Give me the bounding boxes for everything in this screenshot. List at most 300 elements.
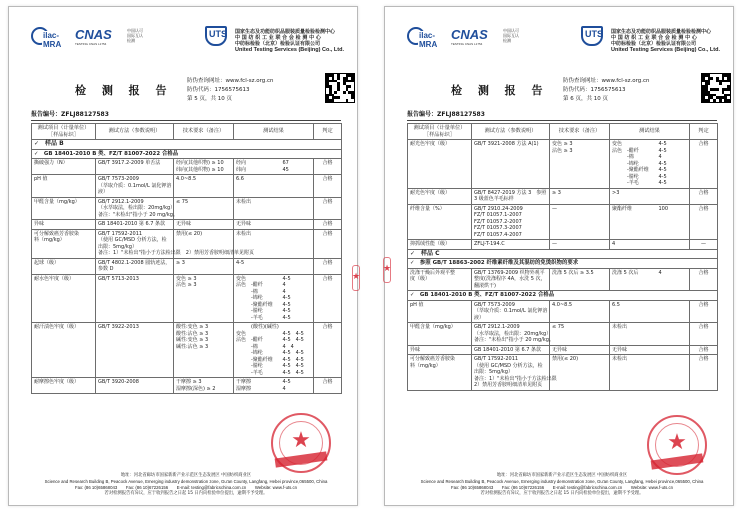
verdict: 合格 (690, 323, 718, 346)
requirement: ≥ 3 (176, 259, 185, 266)
result-list (612, 324, 687, 331)
requirement: 碱性:变色 ≥ 3 (176, 337, 209, 343)
anti-fake-code: 防伪代码：1756575613 (187, 87, 250, 93)
result-line (612, 206, 687, 213)
test-method: GB/T 3920-2008 (98, 379, 139, 385)
requirement: 变色 ≥ 3 (552, 141, 573, 147)
result-line (612, 356, 687, 363)
table-row (32, 159, 342, 175)
sample-label: ✓ 样品 C (408, 249, 718, 259)
result-key: -羊毛 (236, 369, 263, 376)
uts-logo: UTS (581, 26, 607, 46)
test-method: （水萃取法，检出限：20mg/kg） (98, 205, 176, 211)
requirement: 干摩擦 ≥ 3 (176, 379, 202, 385)
test-method-cell (472, 300, 550, 323)
verdict: 合格 (690, 268, 718, 291)
requirement: 酸性:变色 ≥ 3 (176, 324, 209, 330)
result-value: 4 (282, 282, 286, 288)
result-cell (234, 175, 314, 198)
result-line (236, 199, 311, 206)
test-method: GB 18401-2010 第 6.7 条款 (474, 346, 542, 353)
sample-section-row (408, 249, 718, 259)
qr-module (727, 99, 730, 102)
result-cell (610, 240, 690, 250)
result-key: -棉 (612, 154, 634, 160)
result-key: 未检出 (612, 356, 628, 362)
result-cell (610, 188, 690, 204)
test-method-cell (472, 345, 550, 355)
report-number: 报告编号：ZFLJ88127583 (31, 111, 109, 118)
test-method: 备注："未检出"指小于 20 mg/kg。 (474, 337, 554, 343)
test-item-cell (408, 204, 472, 240)
requirement-cell (550, 204, 610, 240)
result-key: 6.6 (236, 176, 244, 182)
qr-module (727, 88, 730, 91)
result-key: -腈纶 (236, 308, 263, 314)
requirement: 湿摩擦(深色) ≥ 2 (176, 385, 216, 392)
result-key: -锦纶 (236, 350, 263, 356)
cnas-chinese-text: 中国认可 国际互认 检测 (127, 28, 143, 43)
test-method: GB/T 7573-2009 (474, 301, 515, 308)
result-cell (234, 378, 314, 394)
standard-label: ✓ GB 18401-2010 B 类、FZ/T 81007-2022 合格品 (408, 291, 718, 301)
table-row (32, 323, 342, 378)
result-value (659, 190, 688, 197)
verdict: 合格 (314, 197, 342, 220)
result-value (659, 356, 688, 363)
verdict: 合格 (690, 300, 718, 323)
result-key: >3 (612, 189, 620, 196)
result-line (612, 180, 687, 187)
requirement: 洗涤 5 次后 ≥ 3.5 (552, 269, 594, 276)
test-method-cell (96, 220, 174, 230)
result-cell (234, 274, 314, 323)
table-row (32, 258, 342, 274)
requirement: 沾色 ≥ 3 (176, 282, 197, 288)
report-footer: 地址：河北省廊坊市国家新新产业示范区生态发展区 中国纺织商业区 Science and Research Building B, Peacock Avenue, Emerging industry demonstration zone, Gu'an County, Langfang, Hebei province,065500, China Fax: (86 10)65868043 Fax: (86 10)67226156 E-mail: testing@fabricschina.com.cn Website: www.f-uts.cn 若对检测报告有异议，应于收到报告之日起 15 日内向检验单位提出，逾期不予受理。 (44, 473, 328, 496)
result-key: 无异味 (612, 346, 628, 353)
report-number-row (31, 109, 341, 121)
requirement: 酸性:沾色 ≥ 3 (176, 330, 209, 337)
verdict: 合格 (314, 159, 342, 175)
result-key: 洗涤 5 次后 (612, 269, 639, 276)
test-item: 撕破强力（N） (34, 160, 68, 166)
result-line (236, 231, 311, 238)
test-method: GB/T 3917.2-2009 单舌法 (98, 160, 161, 166)
standard-label: ✓ 参照 GB/T 18863-2002 纤维素纤维及其混纺的免烫织物的要求 (408, 259, 718, 269)
result-key: -锦纶 (612, 160, 639, 167)
result-list (612, 141, 687, 187)
qr-module (710, 77, 713, 80)
requirement-cell (174, 197, 234, 220)
test-method: GB/T 7573-2009 (98, 176, 139, 182)
result-cell (234, 159, 314, 175)
test-method: FZ/T 01057.1-2007 (474, 212, 522, 218)
result-list (612, 302, 687, 309)
test-method: GB/T 2912.1-2009 (474, 324, 520, 330)
requirement: 沾色 ≥ 3 (552, 147, 573, 154)
result-value: 4-5 4-5 (282, 337, 304, 343)
result-cell (234, 323, 314, 378)
qr-module (332, 99, 335, 102)
result-list (236, 324, 311, 376)
verdict: 合格 (314, 175, 342, 198)
result-key: -聚酯纤维 (236, 301, 273, 308)
result-cell (234, 197, 314, 220)
result-key: 无异味 (236, 221, 252, 227)
test-method-cell (472, 188, 550, 204)
report-meta (563, 77, 650, 104)
result-key: 沾色 -醋纤 (236, 337, 263, 343)
column-header: 技术要求（备注） (174, 124, 234, 140)
test-item: 起球（级） (34, 259, 60, 266)
test-method: （使用 GC/MSD 分析方法，检 (474, 362, 543, 369)
requirement-cell (174, 323, 234, 378)
report-page-right (384, 6, 734, 506)
standard-row (408, 259, 718, 269)
report-footer: 地址：河北省廊坊市国家新新产业示范区生态发展区 中国纺织商业区 Science and Research Building B, Peacock Avenue, Emerging industry demonstration zone, Gu'an County, Langfang, Hebei province,065500, China Fax: (86 10)65868043 Fax: (86 10)67226156 E-mail: testing@fabricschina.com.cn Website: www.f-uts.cn 若对检测报告有异议，应于收到报告之日起 15 日内向检验单位提出，逾期不予受理。 (420, 473, 704, 496)
qr-module (727, 94, 730, 97)
result-key: -棉 (236, 343, 258, 350)
qr-code-icon (701, 73, 731, 103)
report-number-row (407, 109, 717, 121)
result-value: 4-5 4-5 (282, 330, 304, 337)
test-item-cell (408, 300, 472, 323)
test-item-cell (408, 140, 472, 189)
test-method-cell (472, 204, 550, 240)
result-key: -羊毛 (236, 314, 263, 321)
column-header: 测试方法（参数说明） (96, 124, 174, 140)
qr-module (727, 80, 730, 83)
verdict: 合格 (314, 258, 342, 274)
test-item: 抑抓绒性能（级） (410, 241, 451, 247)
column-header: 测试结果 (234, 124, 314, 140)
verdict: 合格 (690, 188, 718, 204)
result-value: 100 (658, 205, 669, 212)
requirement: 经向(其他织物) ≥ 10 (176, 160, 224, 166)
result-cell (610, 204, 690, 240)
result-key: -聚酯纤维 (612, 167, 649, 173)
result-cell (610, 355, 690, 391)
standard-label: ✓ GB 18401-2010 B 类、FZ/T 81007-2022 合格品 (32, 149, 342, 159)
result-key: 未检出 (612, 324, 628, 330)
report-header (385, 7, 735, 53)
requirement-cell (174, 175, 234, 198)
title-row (385, 75, 735, 111)
table-header-row (408, 124, 718, 140)
qr-module (337, 88, 340, 91)
star-icon: ★ (352, 272, 361, 282)
test-method: GB/T 5713-2013 (98, 275, 139, 282)
result-key: 变色 (236, 275, 247, 282)
test-item: 洗涤干燥后外观平整 (410, 269, 456, 276)
test-item: 耐光色牢度（级） (410, 189, 451, 196)
result-value: 4-5 4-5 (282, 350, 304, 356)
test-item: 可分解致癌芳香胺染 (410, 356, 456, 362)
cnas-chinese-text: 中国认可 国际互认 检测 (503, 28, 519, 43)
result-cell (234, 220, 314, 230)
qr-module (351, 80, 354, 83)
test-method: GB 18401-2010 第 6.7 条款 (98, 221, 166, 227)
result-list (236, 276, 311, 322)
requirement: 纬向(其他织物) ≥ 10 (176, 166, 224, 173)
seam-seal-stamp (352, 265, 360, 291)
test-method-cell (472, 323, 554, 346)
test-item-cell (32, 229, 96, 258)
result-value: 4 (658, 269, 662, 276)
page-label: 第 6 页，共 10 页 (563, 96, 608, 102)
result-list (236, 221, 311, 228)
test-item-cell (408, 345, 472, 355)
result-key: 4 (612, 241, 616, 247)
table-row (32, 274, 342, 323)
requirement: 4.0~8.5 (552, 301, 573, 308)
result-line (612, 270, 687, 277)
result-value: 4-5 4-5 (282, 356, 304, 363)
result-value (659, 324, 688, 331)
result-list (612, 270, 687, 277)
qr-module (346, 99, 349, 102)
result-value: 4 4 (282, 343, 294, 350)
qr-module (719, 82, 722, 85)
requirement: 无异味 (176, 221, 192, 227)
official-seal-stamp (271, 413, 331, 473)
table-row (408, 240, 718, 250)
table-row (408, 268, 718, 291)
report-page-left (8, 6, 361, 506)
column-header: 技术要求（备注） (550, 124, 610, 140)
result-value: 4-5 (282, 301, 291, 308)
verdict: 合格 (690, 355, 718, 391)
requirement-cell (174, 220, 234, 230)
anti-fake-site[interactable]: 防伪查询网址：www.fcl-sz.org.cn (563, 78, 650, 84)
requirement: 无异味 (552, 346, 568, 353)
test-method: ZFLJ-T-194.C (474, 241, 505, 247)
verdict: 合格 (690, 140, 718, 189)
test-method: GB/T 2912.1-2009 (98, 198, 144, 205)
sample-section-row (32, 140, 342, 150)
requirement: ≥ 3 (552, 189, 561, 196)
result-value (283, 260, 312, 267)
test-method: GB/T 8427-2019 方法 3 参照 (474, 189, 547, 196)
result-line (236, 221, 311, 228)
result-key: 未检出 (236, 230, 252, 237)
test-method-cell (472, 140, 550, 189)
verdict: 合格 (690, 204, 718, 240)
test-method: GB/T 13769-2009 织物外观平 (474, 269, 545, 276)
test-item: 耐水色牢度（级） (34, 275, 75, 282)
requirement-cell (174, 274, 234, 323)
requirement: 禁用(≤ 20) (552, 356, 579, 362)
requirement-cell (550, 188, 610, 204)
test-item-cell (32, 274, 96, 323)
result-value (659, 241, 688, 248)
result-value (283, 221, 312, 228)
requirement-cell (550, 323, 610, 346)
result-value: 4-5 (658, 180, 667, 186)
column-header: 测试项目（计量单位）［样品标识］ (32, 124, 96, 140)
verdict: 合格 (314, 229, 342, 258)
result-key: 干摩擦 (236, 379, 252, 385)
result-key: 未检出 (236, 198, 252, 205)
test-method: （萃取介质：0.1mol/L 氯化钾溶 (98, 182, 172, 189)
result-line (236, 176, 311, 183)
table-row (32, 229, 342, 258)
test-method-cell (472, 355, 557, 391)
result-value: 4-5 (658, 147, 667, 154)
column-header: 判定 (314, 124, 342, 140)
result-list (612, 241, 687, 248)
qr-module (708, 99, 711, 102)
result-key: 纬向 (236, 166, 247, 173)
result-key: 4-5 (236, 259, 245, 266)
table-row (408, 140, 718, 189)
test-item: 异味 (410, 346, 421, 353)
result-list (612, 190, 687, 197)
results-table (407, 123, 718, 391)
report-title: 检 测 报 告 (451, 84, 549, 97)
requirement-cell (550, 268, 610, 291)
test-item: 甲醛含量（mg/kg） (410, 324, 456, 330)
test-item-cell (408, 240, 472, 250)
result-value: 4 (282, 385, 286, 392)
result-value: 4-5 (658, 167, 667, 173)
verdict: — (690, 240, 718, 250)
report-header (9, 7, 359, 53)
title-row (9, 75, 359, 111)
test-method: （使用 GC/MSD 分析方法，检 (98, 237, 167, 243)
test-item-cell (408, 323, 472, 346)
verdict: 合格 (314, 378, 342, 394)
test-item: 耐汗渍色牢度（级） (34, 324, 80, 330)
cnas-logo: CNAS TESTING CNAS L1754 (75, 27, 112, 46)
requirement-cell (550, 240, 610, 250)
test-method: FZ/T 01057.4-2007 (474, 231, 522, 238)
result-key: -锦纶 (236, 295, 263, 301)
test-method: GB/T 3922-2013 (98, 324, 139, 330)
result-value: 45 (282, 166, 289, 173)
result-value: 4-5 (282, 379, 291, 385)
result-list (236, 379, 311, 392)
qr-code-icon (325, 73, 355, 103)
result-value: 4 (658, 154, 662, 160)
test-method: （水萃取法，检出限：20mg/kg） (474, 330, 552, 337)
result-cell (610, 323, 690, 346)
result-line (236, 167, 311, 174)
result-value: 4-5 (282, 295, 291, 301)
result-cell (610, 268, 690, 291)
test-method: （萃取介质：0.1mol/L 氯化钾溶 (474, 308, 548, 314)
result-value: 4-5 4-5 (282, 363, 304, 369)
test-item: 可分解致癌芳香胺染 (34, 230, 80, 237)
result-key: -羊毛 (612, 180, 639, 186)
ilac-mra-logo: ilac-MRA (407, 27, 447, 45)
standard-row (408, 291, 718, 301)
result-list (236, 199, 311, 206)
table-row (32, 175, 342, 198)
test-item-cell (32, 323, 96, 378)
test-item-cell (32, 220, 96, 230)
qr-module (716, 88, 719, 91)
test-item-cell (32, 197, 96, 220)
qr-module (337, 77, 340, 80)
star-icon: ★ (667, 430, 687, 455)
result-key: -腈纶 (612, 173, 639, 180)
test-method-cell (96, 197, 178, 220)
test-method-cell (96, 274, 174, 323)
result-key: 变色 (612, 141, 623, 147)
result-value (659, 302, 688, 309)
result-line (612, 347, 687, 354)
anti-fake-site[interactable]: 防伪查询网址：www.fcl-sz.org.cn (187, 78, 274, 84)
test-method: 出限：5mg/kg） (474, 369, 513, 375)
test-method: FZ/T 01057.2-2007 (474, 218, 522, 225)
verdict: 合格 (314, 274, 342, 323)
result-line (236, 260, 311, 267)
result-key: 沾色 -醋纤 (236, 282, 263, 288)
test-item: 甲醛含量（mg/kg） (34, 198, 80, 205)
test-method: 液） (474, 314, 485, 321)
verdict: 合格 (314, 323, 342, 378)
result-key: (酸性)(碱性) (236, 324, 279, 330)
test-item-cell (408, 188, 472, 204)
result-value (283, 176, 312, 183)
table-row (408, 204, 718, 240)
report-meta (187, 77, 274, 104)
result-cell (610, 140, 690, 189)
report-title: 检 测 报 告 (75, 84, 173, 97)
test-method: 3 级蓝色羊毛标样 (474, 196, 514, 202)
requirement-cell (174, 159, 234, 175)
qr-module (719, 99, 722, 102)
requirement: ≤ 75 (552, 324, 565, 330)
result-list (236, 231, 311, 238)
requirement-cell (550, 140, 610, 189)
result-value: 4-5 4-5 (282, 369, 304, 376)
result-key: 变色 (236, 330, 247, 337)
table-row (408, 345, 718, 355)
result-value: 4-5 (282, 314, 291, 321)
test-item: 耐摩擦色牢度（级） (34, 379, 80, 385)
result-key: 聚酯纤维 (612, 205, 633, 212)
result-cell (610, 345, 690, 355)
table-row (408, 323, 718, 346)
result-key: 湿摩擦 (236, 385, 252, 392)
test-method-cell (96, 258, 174, 274)
uts-logo: UTS (205, 26, 231, 46)
test-item: 异味 (34, 221, 45, 227)
table-row (32, 220, 342, 230)
seam-seal-stamp (383, 257, 391, 283)
table-row (408, 300, 718, 323)
results-table (31, 123, 342, 394)
test-method-cell (472, 268, 550, 291)
result-line (612, 190, 687, 197)
test-method-cell (472, 240, 550, 250)
result-value: 4-5 (282, 275, 291, 282)
test-item: 纤维含量（%） (410, 205, 445, 212)
page-label: 第 5 页，共 10 页 (187, 96, 232, 102)
test-method: 翻滚烘干) (474, 282, 496, 289)
result-line (236, 386, 311, 393)
requirement: 4.0~8.5 (176, 176, 197, 182)
result-key: 6.5 (612, 301, 620, 308)
table-row (32, 378, 342, 394)
standard-row (32, 149, 342, 159)
result-value: 4-5 (282, 308, 291, 314)
result-list (612, 347, 687, 354)
result-list (612, 356, 687, 363)
